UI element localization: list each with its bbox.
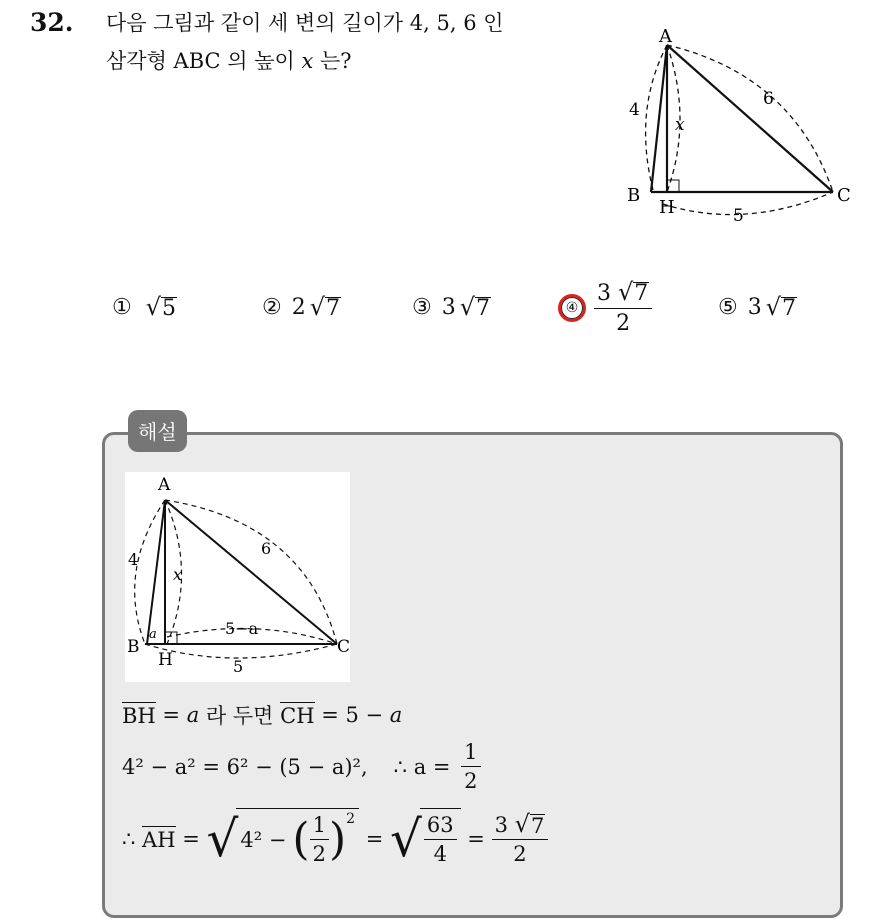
- choice-4-selected[interactable]: ④ 3 √ 7 2: [558, 280, 652, 336]
- choice-3[interactable]: ③ 3 √ 7: [412, 293, 491, 321]
- question-line-2: 삼각형 ABC 의 높이 x 는?: [106, 49, 352, 73]
- label-c: C: [837, 185, 851, 206]
- choice-1-sqrt: √ 5: [145, 293, 177, 321]
- label-side-ac: 6: [763, 89, 774, 109]
- selected-circle: ④: [558, 294, 586, 322]
- label-side-bc: 5: [733, 206, 744, 226]
- svg-text:5−a: 5−a: [225, 619, 259, 638]
- label-b: B: [627, 185, 641, 206]
- svg-text:x: x: [173, 565, 183, 584]
- svg-text:6: 6: [261, 539, 272, 558]
- svg-text:C: C: [337, 637, 350, 657]
- triangle-figure: [615, 20, 860, 230]
- choice-1-mark: ①: [112, 295, 132, 320]
- svg-text:4: 4: [128, 550, 139, 569]
- svg-text:a: a: [149, 627, 157, 642]
- question-line-1: 다음 그림과 같이 세 변의 길이가 4, 5, 6 인: [106, 11, 504, 35]
- choice-2[interactable]: ② 2 √ 7: [262, 293, 341, 321]
- choice-5[interactable]: ⑤ 3 √ 7: [718, 293, 797, 321]
- side-ac: [667, 45, 833, 192]
- solution-line-3: ∴ AH = √ 4² − ( $\frac{1}{2}$ ) 2 = √ $\frac{63}{4}$ = 3 √ 7 2: [122, 808, 548, 870]
- choice-5-mark: ⑤: [718, 295, 738, 320]
- svg-text:A: A: [158, 475, 171, 495]
- label-h: H: [659, 197, 675, 218]
- right-angle-mark: [667, 180, 679, 192]
- solution-figure: [125, 472, 350, 682]
- svg-text:5: 5: [233, 657, 244, 676]
- choice-3-mark: ③: [412, 295, 432, 320]
- solution-line-1: BH = a 라 두면 CH = 5 − a: [122, 703, 403, 728]
- side-ab: [651, 45, 667, 192]
- label-a: A: [659, 26, 672, 47]
- label-side-ab: 4: [629, 100, 640, 120]
- solution-tab: 해설: [128, 410, 187, 452]
- solution-line-2: 4² − a² = 6² − (5 − a)², ∴ a = $\frac{1}{2}$: [122, 740, 481, 793]
- svg-text:H: H: [158, 650, 173, 670]
- arc-bc: [663, 192, 833, 215]
- label-x: x: [675, 115, 685, 135]
- question-number: 32.: [30, 8, 74, 37]
- choice-1[interactable]: [112, 295, 177, 320]
- choice-2-mark: ②: [262, 295, 282, 320]
- svg-text:B: B: [127, 637, 140, 657]
